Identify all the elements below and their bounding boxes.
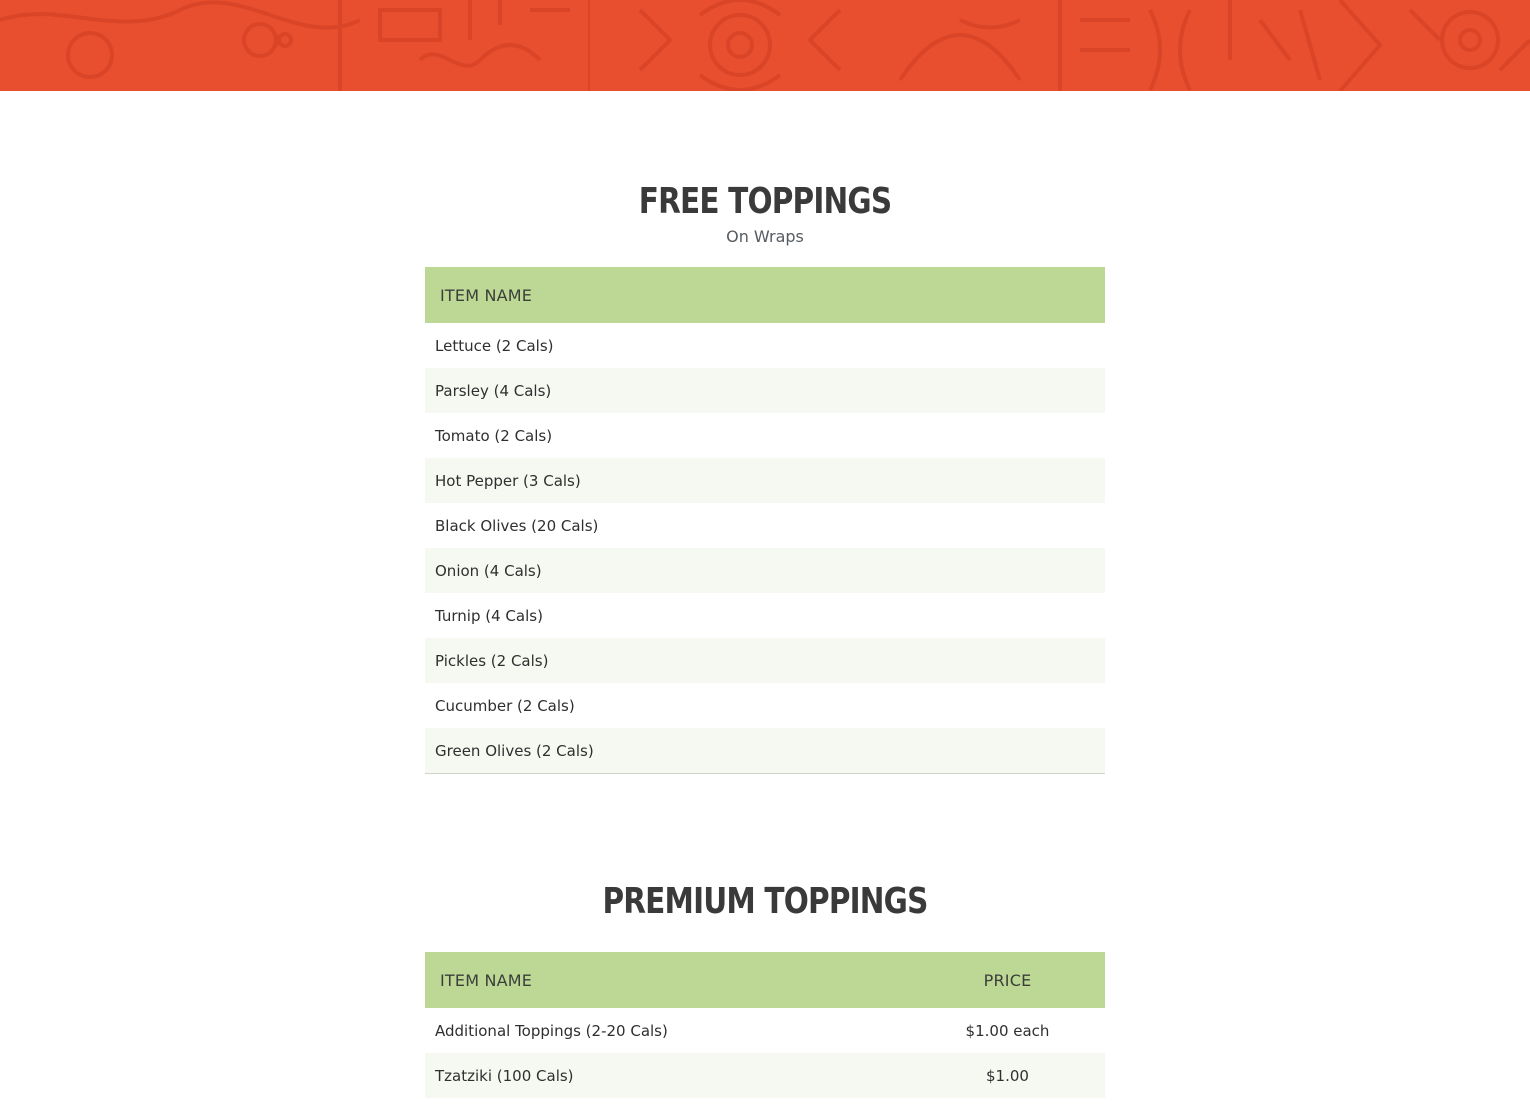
item-name-cell: Tzatziki (100 Cals) — [435, 1066, 574, 1085]
table-row — [425, 593, 1105, 638]
item-name-cell: Hot Pepper (3 Cals) — [435, 471, 581, 490]
table-header-row — [425, 952, 1105, 1008]
table-row — [425, 728, 1105, 774]
item-name-cell: Lettuce (2 Cals) — [435, 336, 554, 355]
item-name-cell: Cucumber (2 Cals) — [435, 696, 575, 715]
item-name-cell: Additional Toppings (2-20 Cals) — [435, 1021, 668, 1040]
table-row — [425, 368, 1105, 413]
item-name-cell: Pickles (2 Cals) — [435, 651, 549, 670]
price-cell: $1.00 each — [965, 1021, 1050, 1040]
item-name-cell: Tomato (2 Cals) — [435, 426, 553, 445]
item-name-cell: Turnip (4 Cals) — [435, 606, 543, 625]
price-header: PRICE — [983, 970, 1032, 990]
table-row — [425, 638, 1105, 683]
banner-pattern — [0, 0, 1530, 91]
premium-toppings-table — [425, 952, 1105, 1098]
item-name-cell: Onion (4 Cals) — [435, 561, 542, 580]
decorative-banner — [0, 0, 1530, 91]
free-toppings-section — [425, 180, 1105, 774]
table-row — [425, 1053, 1105, 1098]
item-name-header: ITEM NAME — [440, 285, 533, 305]
table-row — [425, 683, 1105, 728]
price-cell: $1.00 — [986, 1066, 1029, 1085]
free-toppings-title: FREE TOPPINGS — [638, 181, 892, 222]
item-name-cell: Parsley (4 Cals) — [435, 381, 552, 400]
premium-toppings-section — [425, 880, 1105, 1098]
free-toppings-subtitle: On Wraps — [726, 227, 804, 246]
free-toppings-table — [425, 267, 1105, 774]
table-row — [425, 503, 1105, 548]
table-row — [425, 323, 1105, 368]
item-name-header: ITEM NAME — [440, 970, 533, 990]
item-name-cell: Black Olives (20 Cals) — [435, 516, 599, 535]
table-row — [425, 458, 1105, 503]
table-row — [425, 413, 1105, 458]
table-header-row — [425, 267, 1105, 323]
table-row — [425, 1008, 1105, 1053]
item-name-cell: Green Olives (2 Cals) — [425, 728, 1105, 774]
table-row — [425, 548, 1105, 593]
premium-toppings-title: PREMIUM TOPPINGS — [602, 881, 928, 922]
